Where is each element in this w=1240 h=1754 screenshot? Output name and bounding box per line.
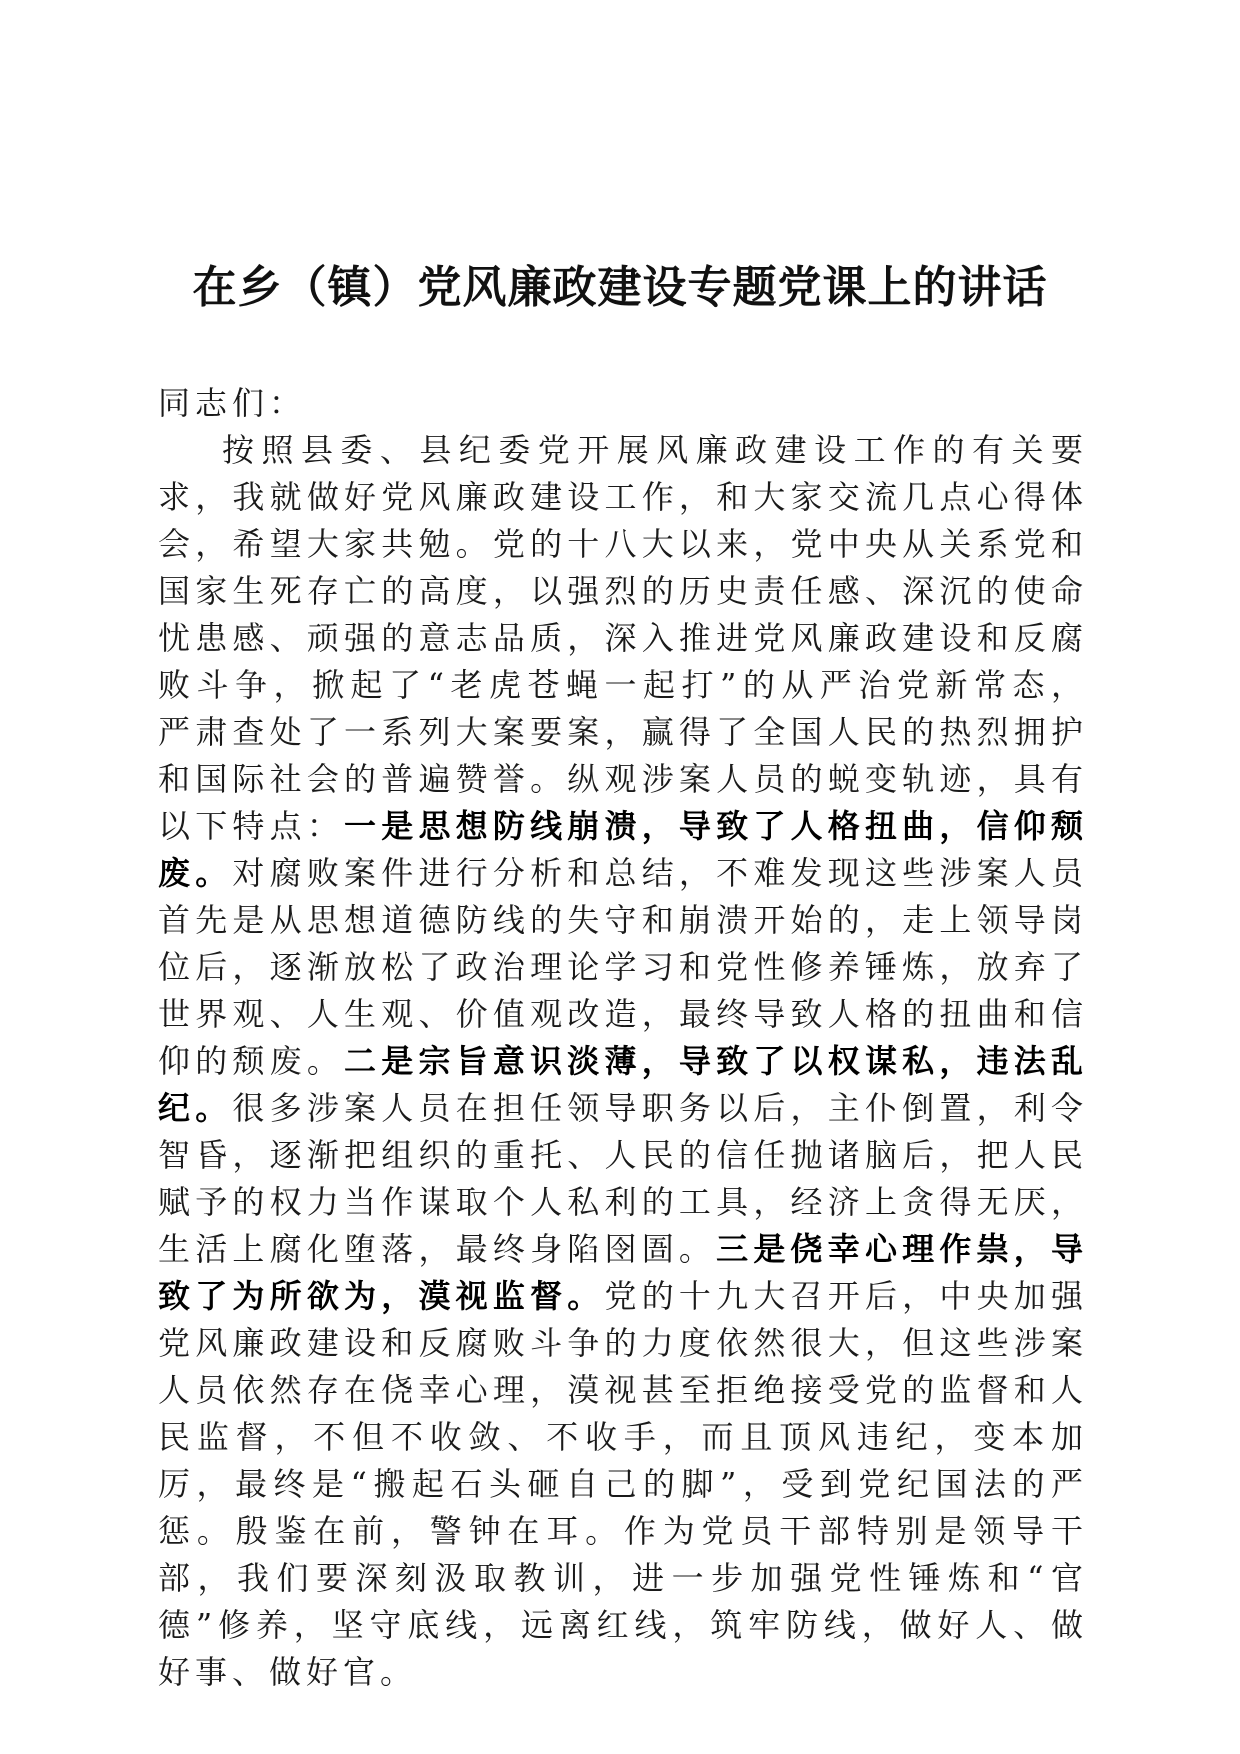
- bold-point-1: 一是思想防线崩溃，导致了人格扭曲，信仰颓废。: [158, 807, 1088, 892]
- bold-point-3: 三是侥幸心理作祟，导致了为所欲为，漠视监督。: [158, 1230, 1088, 1315]
- paragraph-text-4: 党的十九大召开后，中央加强党风廉政建设和反腐败斗争的力度依然很大，但这些涉案人员依然存在侥幸心理，漠视甚至拒绝接受党的监督和人民监督，不但不收敛、不收手，而且顶风违纪，变本加厉，最终是“搬起石头砸自己的脚”，受到党纪国法的严惩。殷鉴在前，警钟在耳。作为党员干部特别是领导干部，我们要深刻汲取教训，进一步加强党性锤炼和“官德”修养，坚守底线，远离红线，筑牢防线，做好人、做好事、做好官。: [158, 1277, 1088, 1691]
- salutation: 同志们：: [158, 384, 307, 422]
- paragraph-text-3: 很多涉案人员在担任领导职务以后，主仆倒置，利令智昏，逐渐把组织的重托、人民的信任抛诸脑后，把人民赋予的权力当作谋取个人私利的工具，经济上贪得无厌，生活上腐化堕落，最终身陷囹圄。: [158, 1089, 1088, 1268]
- paragraph-text-1: 按照县委、县纪委党开展风廉政建设工作的有关要求，我就做好党风廉政建设工作，和大家交流几点心得体会，希望大家共勉。党的十八大以来，党中央从关系党和国家生死存亡的高度，以强烈的历史责任感、深沉的使命忧患感、顽强的意志品质，深入推进党风廉政建设和反腐败斗争，掀起了“老虎苍蝇一起打”的从严治党新常态，严肃查处了一系列大案要案，赢得了全国人民的热烈拥护和国际社会的普遍赞誉。纵观涉案人员的蜕变轨迹，具有以下特点：: [158, 431, 1088, 845]
- document-title: 在乡（镇）党风廉政建设专题党课上的讲话: [192, 262, 1048, 313]
- paragraph-text-2: 对腐败案件进行分析和总结，不难发现这些涉案人员首先是从思想道德防线的失守和崩溃开始的，走上领导岗位后，逐渐放松了政治理论学习和党性修养锤炼，放弃了世界观、人生观、价值观改造，最终导致人格的扭曲和信仰的颓废。: [158, 854, 1088, 1080]
- main-paragraph: [158, 427, 1088, 1696]
- document-body: [158, 380, 1088, 1696]
- bold-point-2: 二是宗旨意识淡薄，导致了以权谋私，违法乱纪。: [158, 1042, 1088, 1127]
